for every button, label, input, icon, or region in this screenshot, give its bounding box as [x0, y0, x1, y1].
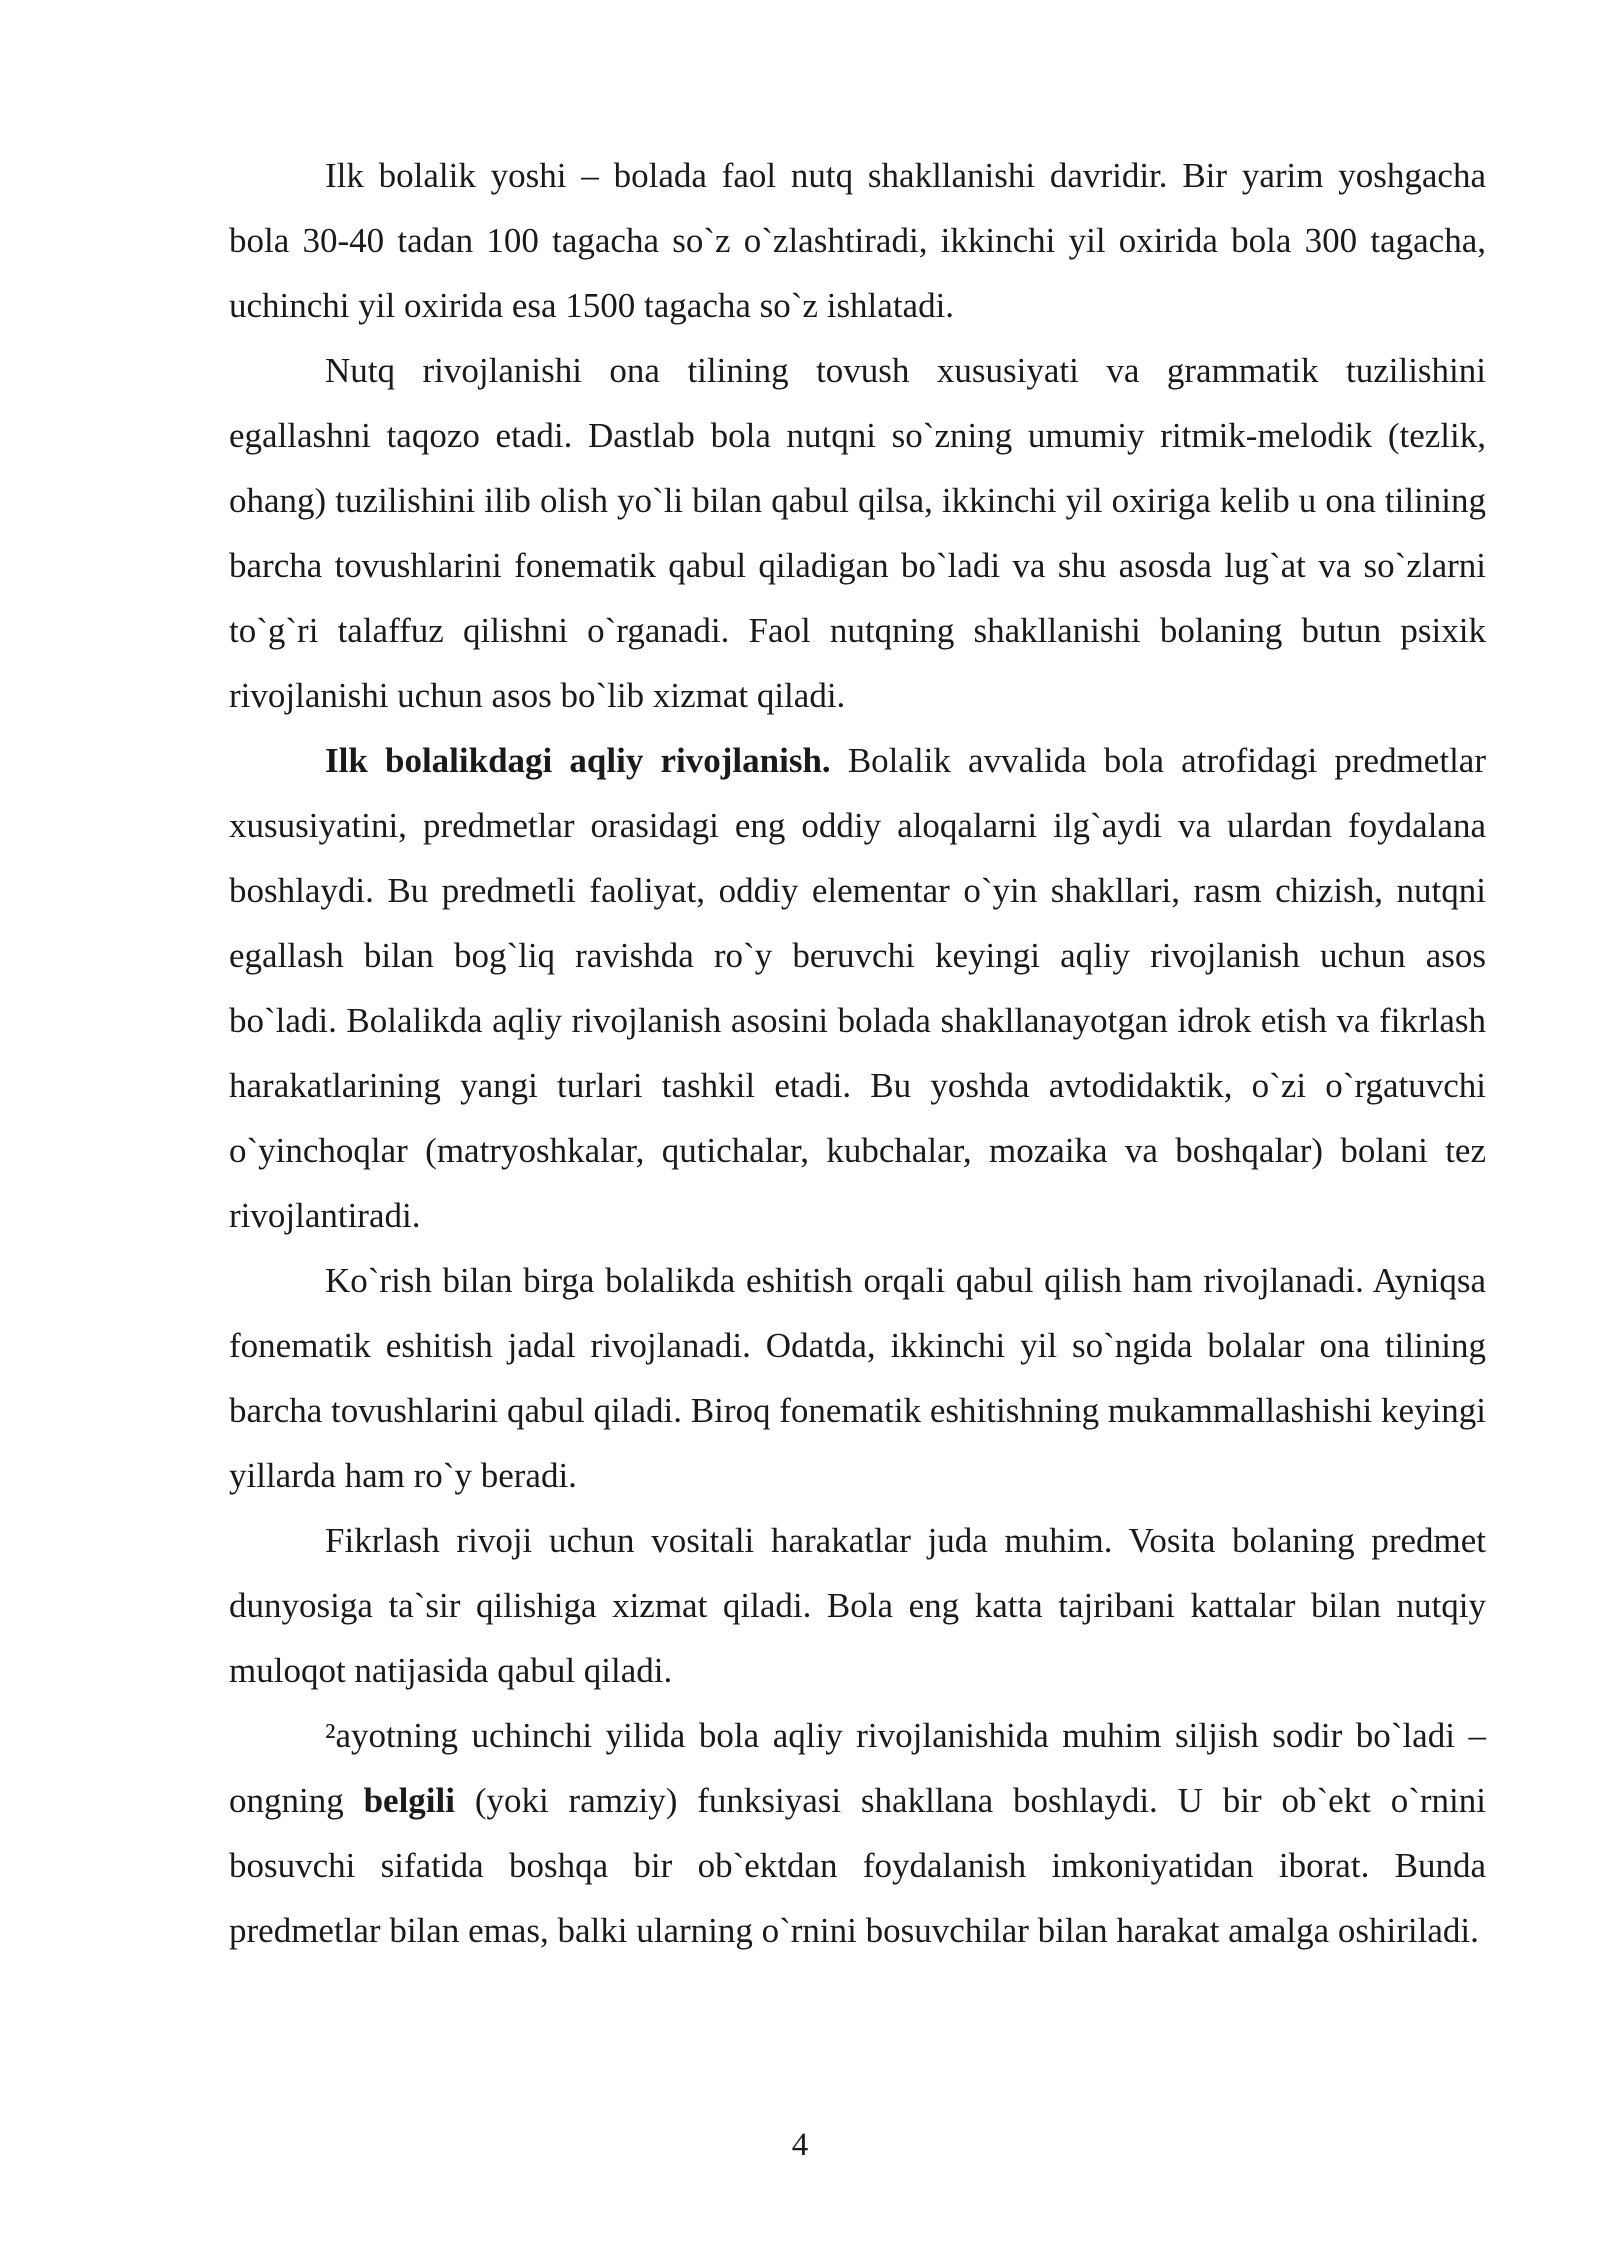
paragraph-mental-development: [229, 728, 1486, 1248]
paragraph-symbolic-function: [229, 1703, 1486, 1963]
paragraph-text: Ilk bolalik yoshi – bolada faol nutq shakllanishi davridir. Bir yarim yoshgacha bola 30-40 tadan 100 tagacha so`z o`zlashtiradi, ikkinchi yil oxirida bola 300 tagacha, uchinchi yil oxirida esa 1500 tagacha so`z ishlatadi.: [229, 156, 1486, 325]
paragraph-text: Nutq rivojlanishi ona tilining tovush xususiyati va grammatik tuzilishini egallashni taqozo etadi. Dastlab bola nutqni so`zning umumiy ritmik-melodik (tezlik, ohang) tuzilishini ilib olish yo`li bilan qabul qilsa, ikkinchi yil oxiriga kelib u ona tilining barcha tovushlarini fonematik qabul qiladigan bo`ladi va shu asosda lug`at va so`zlarni to`g`ri talaffuz qilishni o`rganadi. Faol nutqning shakllanishi bolaning butun psixik rivojlanishi uchun asos bo`lib xizmat qiladi.: [229, 351, 1486, 715]
paragraph-text: (yoki ramziy) funksiyasi shakllana boshlaydi. U bir ob`ekt o`rnini bosuvchi sifatida boshqa bir ob`ektdan foydalanish imkoniyatidan iborat. Bunda predmetlar bilan emas, balki ularning o`rnini bosuvchilar bilan harakat amalga oshiriladi.: [229, 1781, 1486, 1950]
paragraph-speech-development: [229, 338, 1486, 728]
paragraph-early-childhood-speech: [229, 143, 1486, 338]
page-number: 4: [791, 2127, 809, 2163]
document-body: [229, 143, 1486, 1963]
section-heading-inline: Ilk bolalikdagi aqliy rivojlanish.: [325, 741, 831, 780]
paragraph-text: Fikrlash rivoji uchun vositali harakatlar juda muhim. Vosita bolaning predmet dunyosiga ta`sir qilishiga xizmat qiladi. Bola eng katta tajribani kattalar bilan nutqiy muloqot natijasida qabul qiladi.: [229, 1521, 1486, 1690]
paragraph-thinking-tools: [229, 1508, 1486, 1703]
paragraph-text: Ko`rish bilan birga bolalikda eshitish orqali qabul qilish ham rivojlanadi. Ayniqsa fonematik eshitish jadal rivojlanadi. Odatda, ikkinchi yil so`ngida bolalar ona tilining barcha tovushlarini qabul qiladi. Biroq fonematik eshitishning mukammallashishi keyingi yillarda ham ro`y beradi.: [229, 1261, 1486, 1495]
paragraph-text: Bolalik avvalida bola atrofidagi predmetlar xususiyatini, predmetlar orasidagi eng oddiy aloqalarni ilg`aydi va ulardan foydalana boshlaydi. Bu predmetli faoliyat, oddiy elementar o`yin shakllari, rasm chizish, nutqni egallash bilan bog`liq ravishda ro`y beruvchi keyingi aqliy rivojlanish uchun asos bo`ladi. Bolalikda aqliy rivojlanish asosini bolada shakllanayotgan idrok etish va fikrlash harakatlarining yangi turlari tashkil etadi. Bu yoshda avtodidaktik, o`zi o`rgatuvchi o`yinchoqlar (matryoshkalar, qutichalar, kubchalar, mozaika va boshqalar) bolani tez rivojlantiradi.: [229, 741, 1486, 1235]
paragraph-text: ²ayotning uchinchi yilida bola aqliy rivojlanishida muhim siljish sodir bo`ladi – ongning: [229, 1716, 1486, 1820]
bold-term: belgili: [363, 1781, 455, 1820]
paragraph-auditory-perception: [229, 1248, 1486, 1508]
